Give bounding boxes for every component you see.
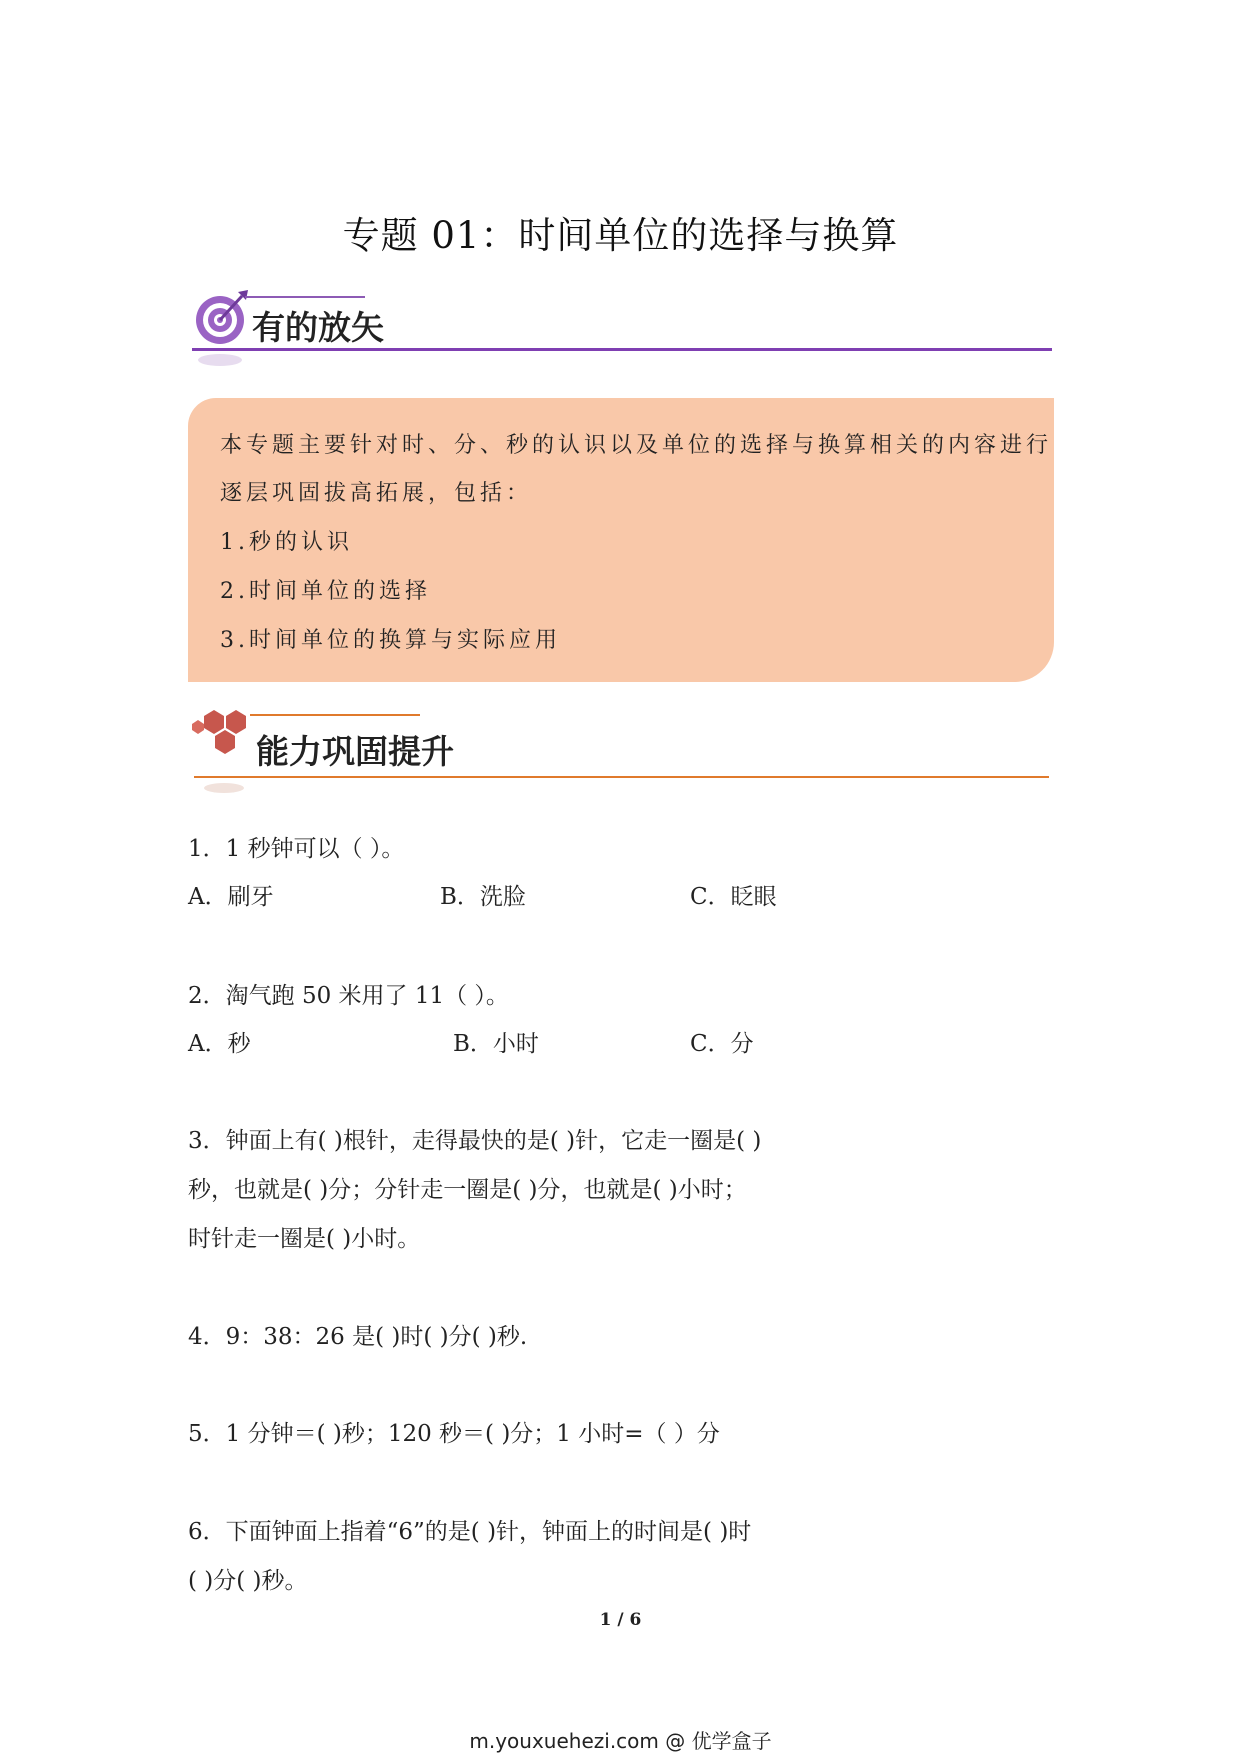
section-header-objectives	[190, 280, 1060, 380]
page-number: 1 / 6	[599, 1610, 642, 1630]
page-title: 专题 01：时间单位的选择与换算	[342, 214, 899, 257]
question-3-line: 秒，也就是( )分；分针走一圈是( )分，也就是( )小时；	[188, 1177, 747, 1203]
footer-watermark: m.youxuehezi.com @ 优学盒子	[469, 1729, 772, 1753]
question-1-option-b: B．洗脸	[440, 884, 526, 910]
question-1-option-c: C．眨眼	[690, 884, 777, 910]
intro-line: 2.时间单位的选择	[220, 579, 431, 604]
section-title: 能力巩固提升	[256, 732, 454, 771]
question-2-option-b: B．小时	[453, 1031, 539, 1057]
question-3-line: 3．钟面上有( )根针，走得最快的是( )针，它走一圈是( )	[188, 1128, 762, 1154]
target-icon	[192, 286, 256, 368]
question-2-stem: 2．淘气跑 50 米用了 11（ ）。	[188, 983, 509, 1009]
section-header-practice	[190, 702, 1060, 802]
header-divider	[192, 348, 1052, 351]
header-accent-line	[250, 714, 420, 716]
hexagon-cluster-icon	[190, 706, 258, 796]
question-2-option-a: A．秒	[188, 1031, 251, 1057]
question-4-stem: 4．9：38：26 是( )时( )分( )秒.	[188, 1324, 528, 1350]
question-5-stem: 5．1 分钟＝( )秒；120 秒＝( )分；1 小时=（ ）分	[188, 1421, 720, 1447]
question-2-option-c: C．分	[690, 1031, 754, 1057]
question-1-option-a: A．刷牙	[188, 884, 274, 910]
intro-line: 逐层巩固拔高拓展，包括：	[220, 481, 533, 506]
question-3-line: 时针走一圈是( )小时。	[188, 1226, 421, 1252]
header-accent-line	[245, 296, 365, 298]
intro-line: 3.时间单位的换算与实际应用	[220, 628, 561, 653]
question-6-line: ( )分( )秒。	[188, 1568, 308, 1594]
intro-line: 本专题主要针对时、分、秒的认识以及单位的选择与换算相关的内容进行	[220, 433, 1053, 458]
section-title: 有的放矢	[252, 308, 384, 347]
question-6-line: 6．下面钟面上指着“6”的是( )针，钟面上的时间是( )时	[188, 1519, 752, 1545]
intro-box	[188, 398, 1054, 682]
header-divider	[194, 776, 1049, 778]
question-1-stem: 1．1 秒钟可以（ ）。	[188, 836, 405, 862]
intro-line: 1.秒的认识	[220, 530, 353, 555]
